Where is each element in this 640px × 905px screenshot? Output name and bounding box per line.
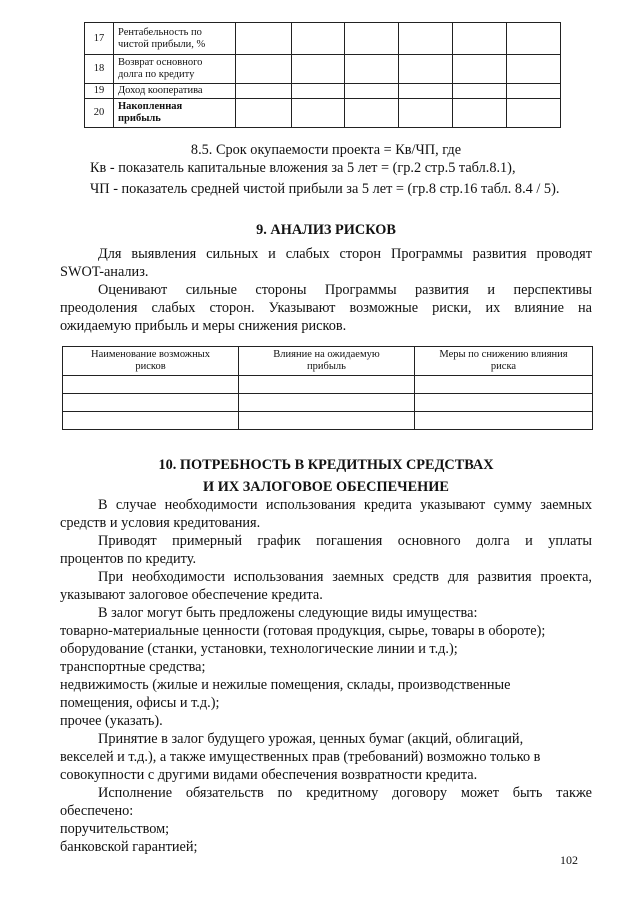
section-9-heading: 9. АНАЛИЗ РИСКОВ (256, 222, 396, 238)
row-label: Возврат основного долга по кредиту (114, 55, 236, 84)
table-row (63, 376, 593, 394)
paragraph-line: векселей и т.д.), а также имущественных прав (требований) возможно только в (60, 749, 541, 765)
row-label: Доход кооператива (114, 84, 236, 99)
list-item: прочее (указать). (60, 713, 163, 729)
paragraph-line: При необходимости использования заемных средств для развития проекта, (98, 569, 592, 585)
kv-definition: Кв - показатель капитальные вложения за 5 лет = (гр.2 стр.5 табл.8.1), (90, 160, 516, 176)
column-header: Влияние на ожидаемую прибыль (239, 347, 415, 376)
table-row (85, 55, 561, 84)
paragraph-line: Для выявления сильных и слабых сторон Программы развития проводят (98, 246, 592, 262)
paragraph-line: SWOT-анализ. (60, 264, 149, 280)
row-number: 20 (85, 99, 114, 128)
table-row (85, 84, 561, 99)
paragraph-line: Приводят примерный график погашения основного долга и уплаты (98, 533, 592, 549)
list-item: транспортные средства; (60, 659, 206, 675)
table-header-row (63, 347, 593, 376)
page-number: 102 (560, 853, 578, 867)
column-header: Наименование возможных рисков (63, 347, 239, 376)
list-item: поручительством; (60, 821, 170, 837)
list-item: товарно-материальные ценности (готовая продукция, сырье, товары в обороте); (60, 623, 546, 639)
row-number: 19 (85, 84, 114, 99)
column-header: Меры по снижению влияния риска (415, 347, 593, 376)
table-row (85, 23, 561, 55)
list-item: банковской гарантией; (60, 839, 198, 855)
paragraph-line: Оценивают сильные стороны Программы развития и перспективы (98, 282, 592, 298)
list-item: недвижимость (жилые и нежилые помещения, склады, производственные (60, 677, 511, 693)
paragraph-line: ожидаемую прибыль и меры снижения рисков. (60, 318, 347, 334)
risk-table (62, 346, 593, 430)
row-number: 18 (85, 55, 114, 84)
paragraph-line: процентов по кредиту. (60, 551, 197, 567)
chp-definition: ЧП - показатель средней чистой прибыли за 5 лет = (гр.8 стр.16 табл. 8.4 / 5). (90, 181, 560, 197)
table-row (85, 99, 561, 128)
table-row (63, 412, 593, 430)
section-10-heading-line-2: И ИХ ЗАЛОГОВОЕ ОБЕСПЕЧЕНИЕ (203, 479, 449, 495)
row-number: 17 (85, 23, 114, 55)
row-label: Накопленная прибыль (114, 99, 236, 128)
paragraph-line: Исполнение обязательств по кредитному договору может быть также (98, 785, 592, 801)
payback-formula: 8.5. Срок окупаемости проекта = Кв/ЧП, где (190, 142, 462, 158)
paragraph-line: преодоления слабых сторон. Указывают возможные риски, их влияние на (60, 300, 592, 316)
list-item: помещения, офисы и т.д.); (60, 695, 220, 711)
table-row (63, 394, 593, 412)
paragraph-line: совокупности с другими видами обеспечения возвратности кредита. (60, 767, 478, 783)
paragraph-line: В залог могут быть предложены следующие виды имущества: (98, 605, 478, 621)
paragraph-line: В случае необходимости использования кредита указывают сумму заемных (98, 497, 592, 513)
paragraph-line: указывают залоговое обеспечение кредита. (60, 587, 323, 603)
section-10-heading-line-1: 10. ПОТРЕБНОСТЬ В КРЕДИТНЫХ СРЕДСТВАХ (158, 457, 494, 473)
paragraph-line: Принятие в залог будущего урожая, ценных бумаг (акций, облигаций, (98, 731, 524, 747)
list-item: оборудование (станки, установки, технологические линии и т.д.); (60, 641, 458, 657)
financial-indicators-table (84, 22, 561, 128)
paragraph-line: обеспечено: (60, 803, 134, 819)
paragraph-line: средств и условия кредитования. (60, 515, 261, 531)
row-label: Рентабельность по чистой прибыли, % (114, 23, 236, 55)
